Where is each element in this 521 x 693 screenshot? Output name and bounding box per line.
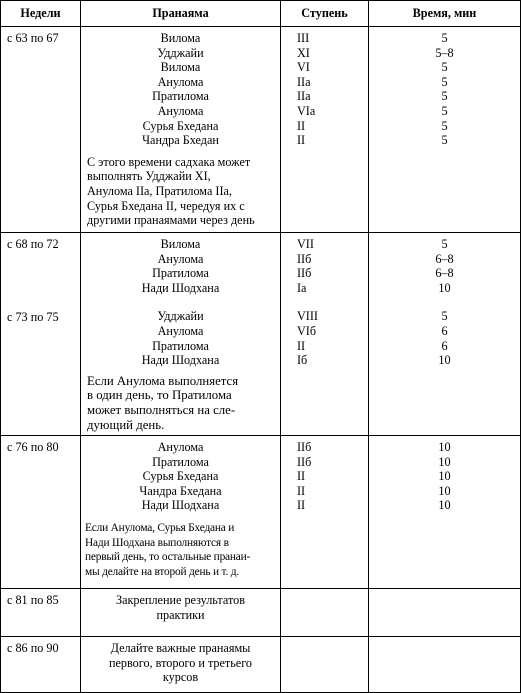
table-row — [1, 27, 521, 233]
time-value: 10 — [438, 469, 451, 484]
pranayama-name: Чандра Бхедана — [139, 483, 222, 498]
pranayama-name: Анулома — [157, 323, 204, 338]
stage-cell — [281, 589, 369, 637]
time-value: 10 — [438, 440, 451, 454]
practice-text: Закрепление результатов — [116, 593, 245, 607]
note-line: другими пранаямами через день — [87, 213, 255, 228]
stage-value: II — [297, 118, 306, 133]
note-line: может выполняться на сле- — [87, 402, 236, 417]
stage-value: VII — [297, 237, 314, 251]
note-line: Сурья Бхедана II, чередуя их с — [87, 198, 245, 213]
weeks-cell — [1, 589, 81, 637]
pranayama-name: Анулома — [157, 251, 204, 266]
pranayama-name: Удджайи — [157, 45, 204, 60]
stage-value: II — [297, 133, 306, 148]
stage-value: II — [297, 498, 306, 513]
practice-text: Делайте важные пранаямы — [110, 641, 251, 655]
time-cell — [369, 436, 521, 589]
stage-cell — [281, 27, 369, 233]
stage-value: III — [297, 31, 310, 45]
time-value: 10 — [438, 280, 451, 295]
time-value: 10 — [438, 498, 451, 513]
practice-text: практики — [156, 607, 205, 622]
time-cell — [369, 27, 521, 233]
weeks-cell — [1, 436, 81, 589]
stage-value: IIб — [297, 266, 312, 281]
stage-cell — [281, 233, 369, 436]
pranayama-name: Нади Шодхана — [141, 353, 220, 368]
stage-value: Iб — [297, 353, 308, 368]
note-line: Если Анулома выполняется — [87, 373, 239, 388]
header-pranayama: Пранаяма — [81, 1, 281, 27]
note-line: дующий день. — [87, 417, 165, 432]
row-note — [81, 521, 280, 579]
pranayama-name: Вилома — [160, 31, 201, 45]
note-line: Если Анулома, Сурья Бхедана и — [85, 521, 235, 534]
note-line: мы делайте на второй день и т. д. — [85, 565, 240, 578]
stage-value: II — [297, 338, 306, 353]
stage-value: II — [297, 469, 306, 484]
weeks-label: с 63 по 67 — [7, 31, 59, 45]
pranayama-name: Анулома — [157, 74, 204, 89]
time-cell — [369, 233, 521, 436]
stage-value: XI — [297, 45, 310, 60]
stage-value: VIII — [297, 309, 318, 324]
time-value: 6–8 — [435, 251, 454, 266]
time-value: 5 — [441, 103, 448, 118]
time-value: 10 — [438, 454, 451, 469]
note-line: С этого времени садхака может — [87, 154, 251, 169]
note-line: Анулома IIа, Пратилома IIа, — [87, 183, 232, 198]
time-cell — [369, 589, 521, 637]
pranayama-name: Нади Шодхана — [141, 498, 220, 513]
stage-value: IIб — [297, 251, 312, 266]
pranayama-name: Анулома — [157, 440, 204, 454]
pranayama-name: Пратилома — [152, 338, 209, 353]
pranayama-name: Пратилома — [152, 89, 209, 104]
pranayama-cell — [81, 233, 281, 436]
time-cell — [369, 637, 521, 693]
stage-cell — [281, 637, 369, 693]
table-row — [1, 637, 521, 693]
note-line: в один день, то Пратилома — [87, 388, 232, 403]
pranayama-name: Пратилома — [152, 454, 209, 469]
time-value: 5 — [441, 118, 448, 133]
weeks-cell — [1, 233, 81, 436]
pranayama-name: Чандра Бхедан — [142, 133, 219, 148]
weeks-cell — [1, 637, 81, 693]
weeks-label: с 86 по 90 — [7, 641, 59, 655]
pranayama-name: Вилома — [160, 60, 201, 75]
stage-value: IIа — [297, 89, 311, 104]
time-value: 5 — [441, 133, 448, 148]
weeks-label: с 68 по 72 — [7, 237, 59, 251]
stage-value: VIб — [297, 323, 317, 338]
time-value: 10 — [438, 353, 451, 368]
pranayama-name: Сурья Бхедана — [142, 469, 219, 484]
pranayama-cell — [81, 27, 281, 233]
time-value: 5 — [441, 60, 448, 75]
weeks-label: с 73 по 75 — [7, 309, 59, 324]
practice-text: курсов — [162, 670, 199, 685]
note-line: первый день, то остальные пранаи- — [85, 551, 251, 564]
stage-value: IIа — [297, 74, 311, 89]
time-value: 5–8 — [435, 45, 454, 60]
stage-value: IIб — [297, 440, 312, 454]
pranayama-cell — [81, 589, 281, 637]
practice-text: первого, второго и третьего — [108, 655, 253, 670]
weeks-label: с 76 по 80 — [7, 440, 59, 454]
pranayama-name: Удджайи — [157, 309, 204, 324]
pranayama-name: Вилома — [160, 237, 201, 251]
stage-value: IIб — [297, 454, 312, 469]
pranayama-cell — [81, 637, 281, 693]
table-row — [1, 233, 521, 436]
time-value: 5 — [441, 237, 448, 251]
row-note — [81, 374, 280, 432]
time-value: 5 — [441, 309, 448, 324]
time-value: 5 — [441, 74, 448, 89]
stage-value: Iа — [297, 280, 307, 295]
note-line: Нади Шодхана выполняются в — [85, 536, 229, 549]
stage-cell — [281, 436, 369, 589]
time-value: 10 — [438, 483, 451, 498]
time-value: 5 — [441, 31, 448, 45]
pranayama-name: Сурья Бхедана — [142, 118, 219, 133]
weeks-cell — [1, 27, 81, 233]
weeks-label: с 81 по 85 — [7, 593, 59, 607]
header-stage: Ступень — [281, 1, 369, 27]
time-value: 6 — [441, 338, 448, 353]
header-weeks: Недели — [1, 1, 81, 27]
header-time: Время, мин — [369, 1, 521, 27]
note-line: выполнять Удджайи XI, — [87, 169, 211, 184]
pranayama-name: Нади Шодхана — [141, 280, 220, 295]
time-value: 6–8 — [435, 266, 454, 281]
header-row — [1, 1, 521, 27]
time-value: 5 — [441, 89, 448, 104]
pranayama-name: Пратилома — [152, 266, 209, 281]
stage-value: VI — [297, 60, 310, 75]
pranayama-name: Анулома — [157, 103, 204, 118]
table-row — [1, 589, 521, 637]
stage-value: II — [297, 483, 306, 498]
table-row — [1, 436, 521, 589]
stage-value: VIа — [297, 103, 316, 118]
time-value: 6 — [441, 323, 448, 338]
pranayama-cell — [81, 436, 281, 589]
row-note — [81, 155, 280, 228]
